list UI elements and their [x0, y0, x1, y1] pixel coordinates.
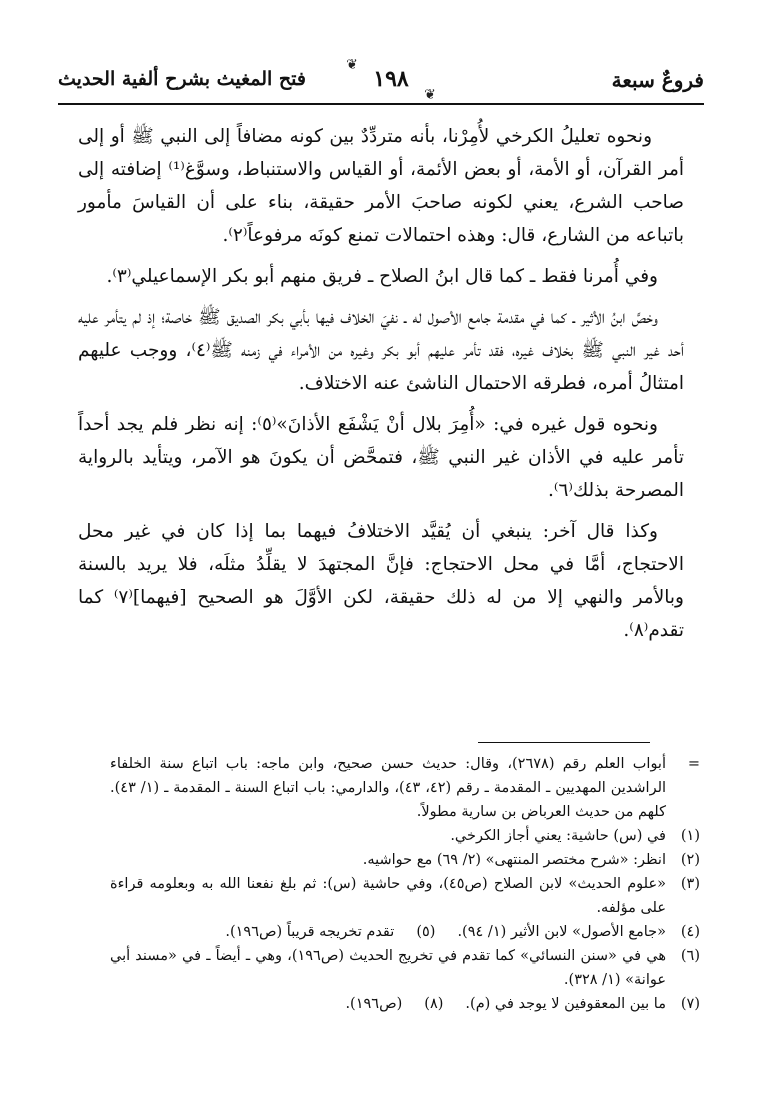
- footnote-text: ما بين المعقوفين لا يوجد في (م).: [465, 996, 666, 1012]
- footnote-text: (ص١٩٦).: [345, 996, 403, 1012]
- footnote-text: «علوم الحديث» لابن الصلاح (ص٤٥)، وفي حاشية (س): ثم بلغ نفعنا الله به وبعلومه قراءة على مؤلفه.: [110, 876, 666, 916]
- main-text: [78, 120, 684, 655]
- footnote-mark: (١): [680, 828, 700, 844]
- footnote: [110, 944, 700, 992]
- page-header: [58, 57, 704, 103]
- footnote-text: في (س) حاشية: يعني أجاز الكرخي.: [450, 828, 666, 844]
- footnote-mark: (٦): [680, 948, 700, 964]
- paragraph: ونحوه قول غيره في: «أُمِرَ بلال أنْ يَشْفَع الأذانَ»⁽٥⁾: إنه نظر فلم يجد أحداً تأمر عليه في الأذان غير النبي ﷺ، فتمحَّض أن يكونَ هو الآمر، ويتأيد بالرواية المصرحة بذلك⁽٦⁾.: [78, 414, 684, 501]
- footnote: [110, 848, 700, 872]
- footnote-text: تقدم تخريجه قريباً (ص١٩٦).: [225, 924, 395, 940]
- footnote: [110, 920, 700, 944]
- footnote-mark: (٣): [680, 876, 700, 892]
- paragraph: وخصَّ ابنُ الأثير ـ كما في مقدمة جامع الأصول له ـ نفيَ الخلاف فيها بأبي بكر الصديق ﷺ خاصة؛ إذ لم يتأمر عليه أحد غير النبي ﷺ بخلاف غيره، فقد تأمر عليهم أبو بكر وغيره من الأمراء في زمنه ﷺ⁽٤⁾، ووجب عليهم امتثالُ أمره، فطرقه الاحتمال الناشئ عنه الاختلاف.: [78, 307, 684, 394]
- footnote: [110, 992, 700, 1016]
- footnote-rule: [478, 742, 650, 743]
- footnote-mark: (٤): [680, 924, 700, 940]
- footnotes: [110, 752, 700, 1016]
- book-title: فتح المغيث بشرح ألفية الحديث: [58, 68, 306, 90]
- footnote-mark: (٥): [416, 924, 436, 940]
- footnote-mark: (٧): [680, 996, 700, 1012]
- footnote-mark: (٨): [424, 996, 444, 1012]
- footnote-mark: =: [687, 756, 700, 772]
- footnote: [110, 752, 700, 824]
- ornament-icon: ❦: [424, 87, 436, 103]
- footnote-mark: (٢): [680, 852, 700, 868]
- footnote: [110, 872, 700, 920]
- paragraph: وكذا قال آخر: ينبغي أن يُقيَّد الاختلافُ فيهما بما إذا كان في غير محل الاحتجاج، أمَّا في محل الاحتجاج: فإنَّ المجتهدَ لا يقلِّدُ مثلَه، فلا يريد بالسنة وبالأمر والنهي إلا من له ذلك حقيقة، لكن الأوَّلَ هو الصحيح [فيهما]⁽٧⁾ كما تقدم⁽٨⁾.: [78, 521, 684, 641]
- header-rule: [58, 103, 704, 105]
- footnote: [110, 824, 700, 848]
- chapter-title: فروعٌ سبعة: [611, 68, 704, 92]
- footnote-text: «جامع الأصول» لابن الأثير (١/ ٩٤).: [457, 924, 666, 940]
- paragraph: وفي أُمرنا فقط ـ كما قال ابنُ الصلاح ـ فريق منهم أبو بكر الإسماعيلي⁽٣⁾.: [106, 266, 658, 287]
- page-number: ١٩٨: [373, 66, 409, 92]
- footnote-text: انظر: «شرح مختصر المنتهى» (٢/ ٦٩) مع حواشيه.: [362, 852, 666, 868]
- footnote-text: أبواب العلم رقم (٢٦٧٨)، وقال: حديث حسن صحيح، وابن ماجه: باب اتباع سنة الخلفاء الراشدين المهديين ـ المقدمة ـ رقم (٤٢، ٤٣)، والدارمي: باب اتباع السنة ـ المقدمة ـ (١/ ٤٣). كلهم من حديث العرباض بن سارية مطولاً.: [110, 756, 667, 820]
- footnote-text: هي في «سنن النسائي» كما تقدم في تخريج الحديث (ص١٩٦)، وهي ـ أيضاً ـ في «مسند أبي عوانة» (١/ ٣٢٨).: [110, 948, 666, 988]
- paragraph: ونحوه تعليلُ الكرخي لأُمِرْنا، بأنه متردِّدٌ بين كونه مضافاً إلى النبي ﷺ أو إلى أمر القرآن، أو الأمة، أو بعض الأئمة، أو القياس والاستنباط، وسوَّغ⁽¹⁾ إضافته إلى صاحب الشرع، يعني لكونه صاحبَ الأمر حقيقة، بناء على أن القياسَ مأمور باتباعه من الشارع، قال: وهذه احتمالات تمنع كونَه مرفوعاً⁽٢⁾.: [78, 126, 684, 246]
- page-number-box: [345, 57, 437, 103]
- ornament-icon: ❦: [346, 57, 358, 73]
